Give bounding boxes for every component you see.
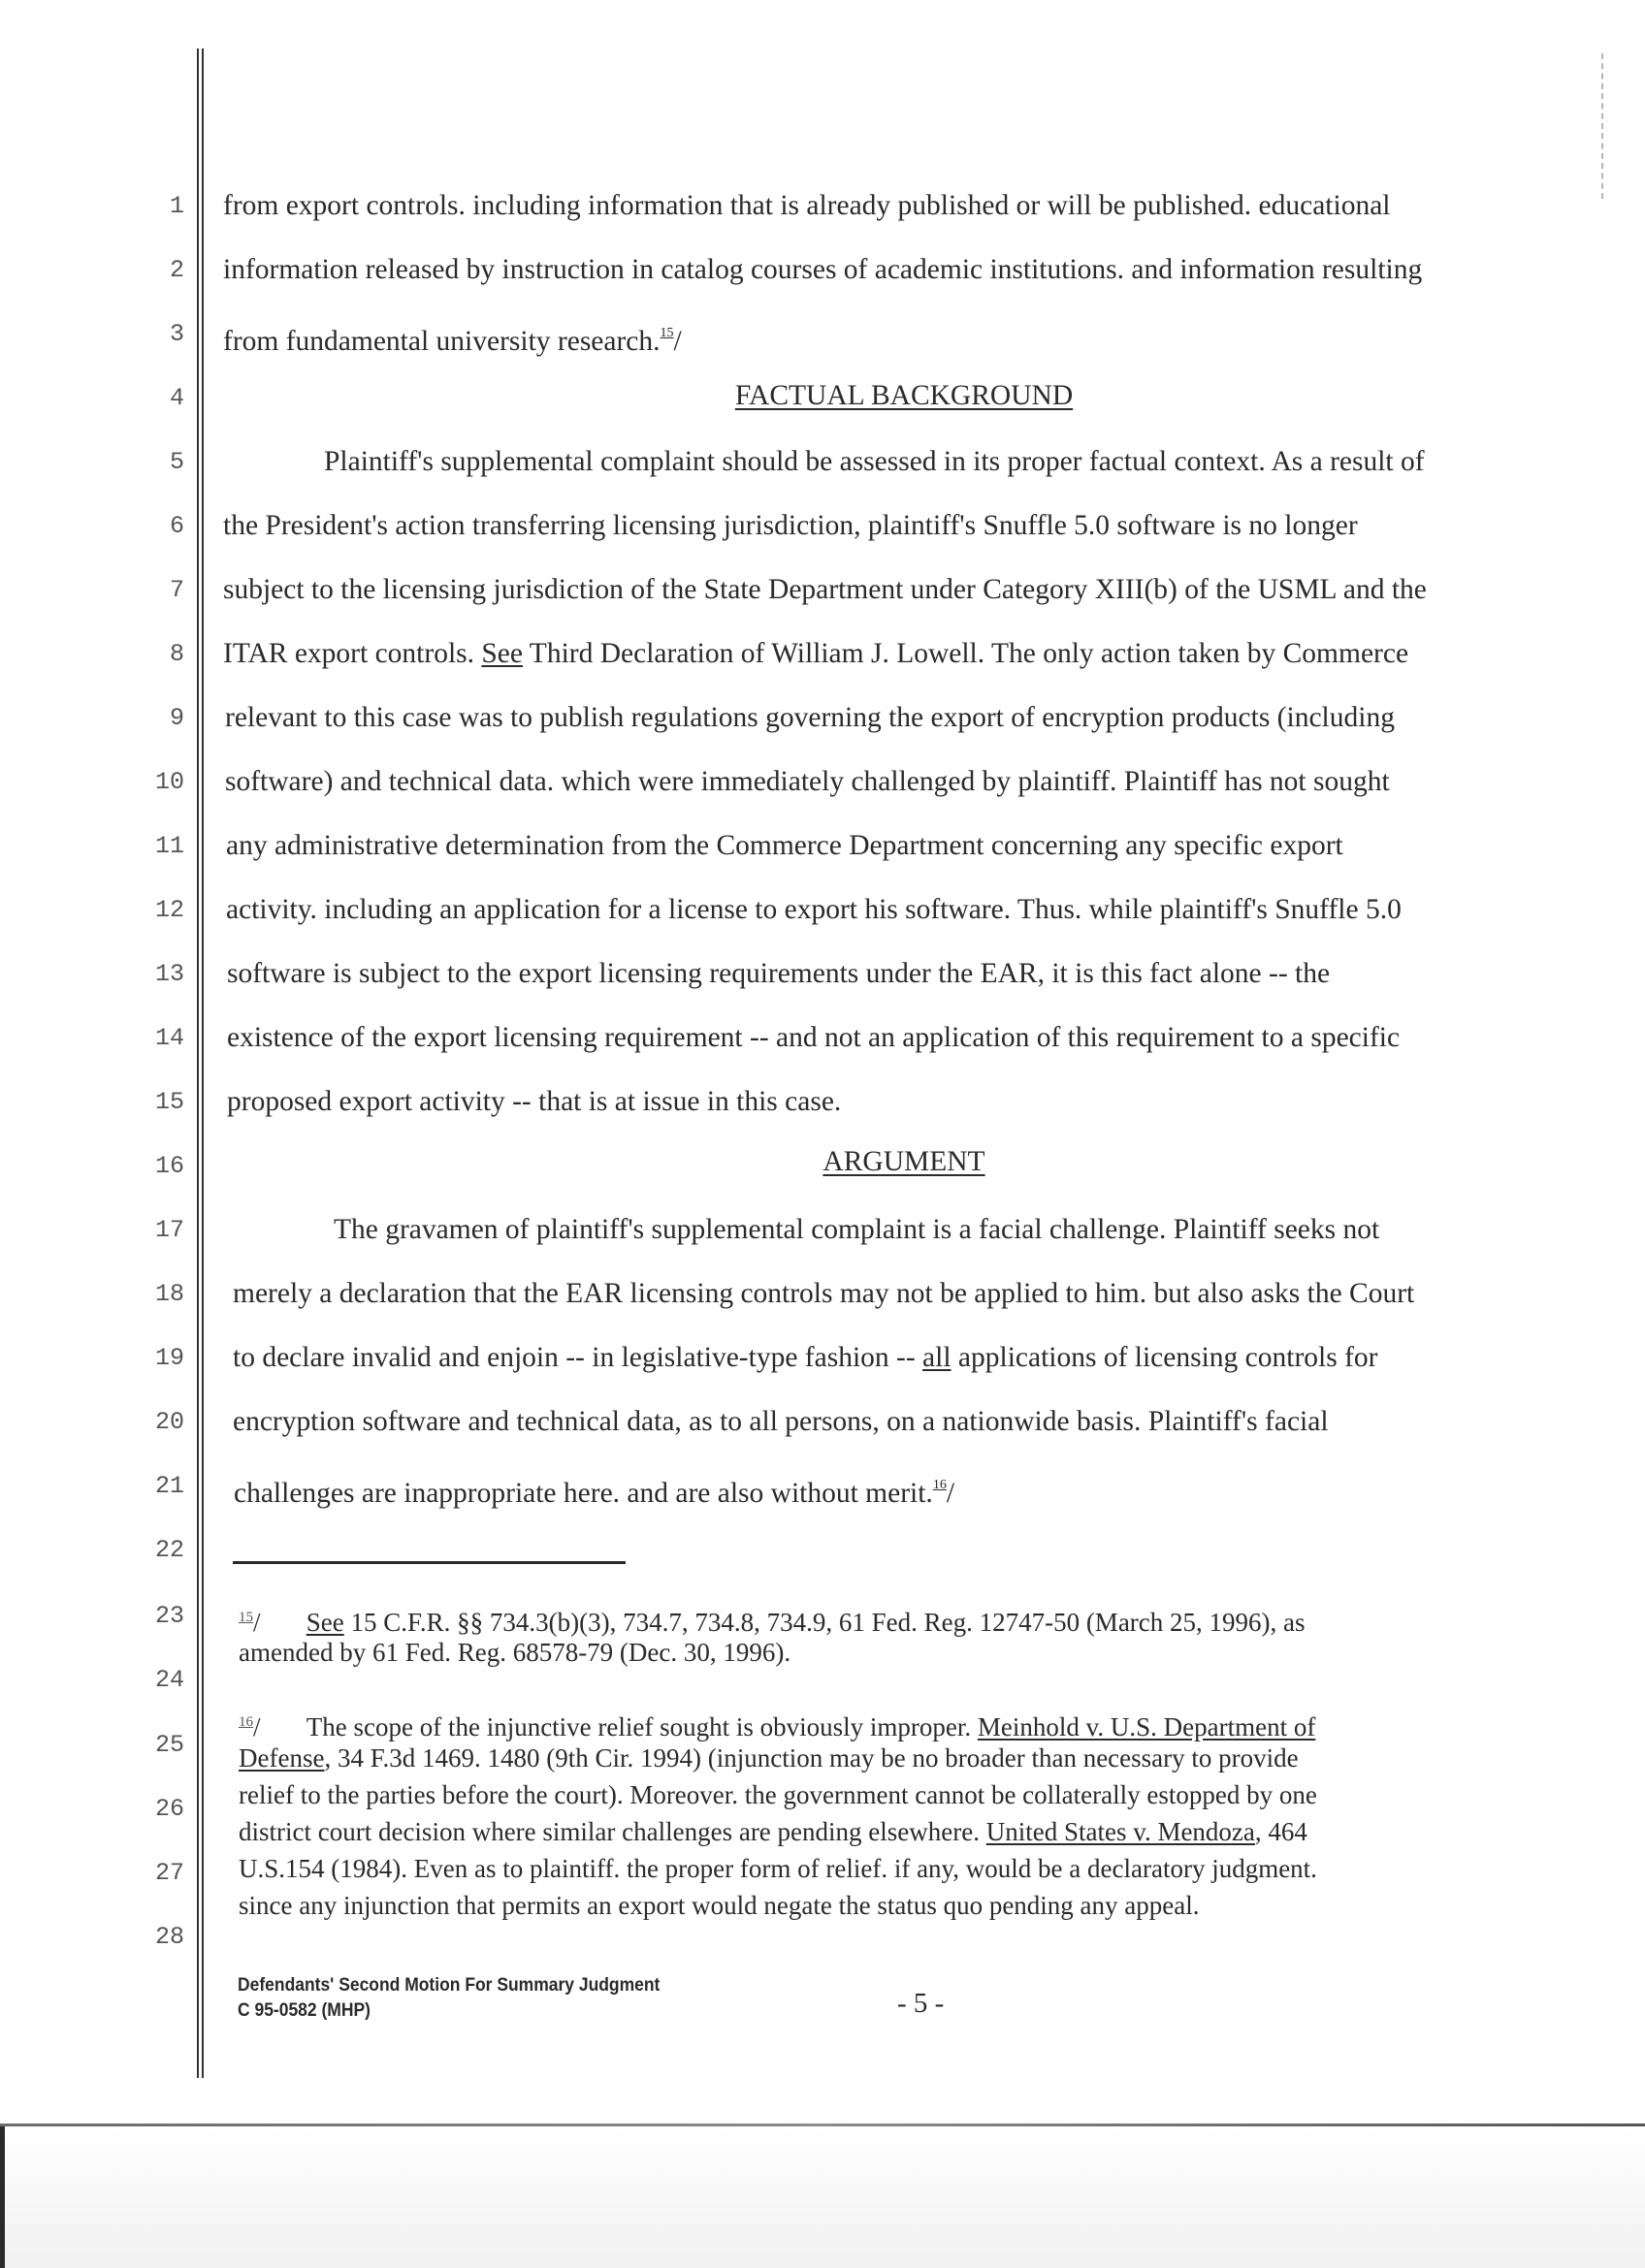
emphasis-all: all (922, 1342, 952, 1373)
fnmark-slash: / (253, 1712, 306, 1741)
body-line-15: proposed export activity -- that is at issue in this case. (227, 1086, 842, 1117)
line-number: 19 (154, 1344, 184, 1372)
body-text: Third Declaration of William J. Lowell. The only action taken by Commerce (522, 638, 1409, 669)
line-number: 7 (169, 576, 184, 604)
line-number: 23 (154, 1602, 184, 1630)
footnote-text: , 464 (1254, 1817, 1307, 1846)
body-line-12: activity. including an application for a license to export his software. Thus. while plaintiff's Snuffle 5.0 (226, 894, 1402, 925)
footer-case-number: C 95-0582 (MHP) (238, 2000, 371, 2021)
body-text: challenges are inappropriate here. and are also without merit. (234, 1478, 933, 1509)
body-text: applications of licensing controls for (951, 1342, 1378, 1373)
fnref-slash: / (673, 326, 682, 357)
body-line-3 (223, 316, 682, 359)
footnote-16-line-5: U.S.154 (1984). Even as to plaintiff. the proper form of relief. if any, would be a declaratory judgment. (239, 1854, 1317, 1883)
fnref-slash: / (946, 1478, 955, 1509)
line-number: 26 (154, 1795, 184, 1823)
fnmark-slash: / (253, 1608, 306, 1637)
footnote-text: , 34 F.3d 1469. 1480 (9th Cir. 1994) (injunction may be no broader than necessary to provide (324, 1743, 1299, 1773)
footnote-ref-15[interactable]: 15 (660, 326, 674, 340)
signal-see: See (481, 638, 523, 669)
footnote-16-line-6: since any injunction that permits an export would negate the status quo pending any appeal. (239, 1891, 1200, 1920)
body-line-14: existence of the export licensing requirement -- and not an application of this requirement to a specific (227, 1022, 1401, 1053)
case-citation-meinhold-cont: Defense (239, 1743, 325, 1773)
signal-see: See (306, 1608, 344, 1637)
footnote-16-line-3: relief to the parties before the court). Moreover. the government cannot be collaterally estopped by one (239, 1780, 1317, 1809)
line-number: 9 (169, 704, 184, 732)
line-number: 25 (154, 1731, 184, 1759)
line-number: 18 (154, 1280, 184, 1308)
line-number: 20 (154, 1408, 184, 1436)
line-number: 2 (169, 256, 184, 284)
line-number: 22 (154, 1536, 184, 1564)
body-line-10: software) and technical data. which were immediately challenged by plaintiff. Plaintiff has not sought (225, 766, 1390, 797)
footnote-ref-16[interactable]: 16 (932, 1478, 947, 1492)
left-margin-rule (197, 48, 199, 2078)
line-number: 17 (154, 1216, 184, 1244)
footnote-text: district court decision where similar challenges are pending elsewhere. (239, 1817, 986, 1846)
scan-artifact-mark (1601, 53, 1603, 199)
body-line-5: Plaintiff's supplemental complaint should be assessed in its proper factual context. As a result of (324, 446, 1425, 477)
line-number: 16 (154, 1152, 184, 1180)
footnote-15-line-2: amended by 61 Fed. Reg. 68578-79 (Dec. 30, 1996). (239, 1638, 791, 1667)
footnote-text: 15 C.F.R. §§ 734.3(b)(3), 734.7, 734.8, 734.9, 61 Fed. Reg. 12747-50 (March 25, 1996), as (343, 1608, 1306, 1637)
body-line-1: from export controls. including information that is already published or will be published. educational (223, 190, 1391, 221)
line-number: 27 (154, 1859, 184, 1887)
line-number: 24 (154, 1666, 184, 1694)
scanner-shadow (0, 2126, 5, 2268)
body-text: to declare invalid and enjoin -- in legislative-type fashion -- (233, 1342, 923, 1373)
page-number: - 5 - (897, 1988, 945, 2019)
footnote-16-line-4 (239, 1816, 1307, 1847)
body-line-2: information released by instruction in catalog courses of academic institutions. and information resulting (223, 254, 1423, 285)
footer-document-title: Defendants' Second Motion For Summary Judgment (238, 1975, 661, 1996)
body-text: ITAR export controls. (223, 638, 482, 669)
body-line-20: encryption software and technical data, as to all persons, on a nationwide basis. Plaintiff's facial (233, 1406, 1329, 1437)
line-number: 15 (154, 1088, 184, 1116)
body-line-13: software is subject to the export licensing requirements under the EAR, it is this fact alone -- the (227, 958, 1331, 989)
section-heading-factual-background: FACTUAL BACKGROUND (734, 380, 1074, 411)
line-number: 4 (169, 384, 184, 412)
body-text: from fundamental university research. (223, 326, 661, 357)
body-line-7: subject to the licensing jurisdiction of the State Department under Category XIII(b) of the USML and the (223, 574, 1427, 605)
section-heading-argument: ARGUMENT (822, 1146, 985, 1177)
footnote-separator (233, 1561, 626, 1564)
line-number: 5 (169, 448, 184, 476)
line-number: 12 (154, 896, 184, 924)
case-citation-mendoza: United States v. Mendoza (985, 1817, 1255, 1846)
line-number: 28 (154, 1923, 184, 1951)
case-citation-meinhold: Meinhold v. U.S. Department of (977, 1712, 1316, 1741)
line-number: 8 (169, 640, 184, 668)
line-number: 3 (169, 320, 184, 348)
line-number: 11 (154, 832, 184, 860)
footnote-16-line-2 (239, 1742, 1299, 1773)
footnote-marker-15: 15 (239, 1610, 253, 1625)
body-line-8 (223, 636, 1408, 671)
left-margin-rule-inner (202, 48, 204, 2078)
footnote-15-line-1 (239, 1602, 1306, 1638)
footnote-marker-16: 16 (239, 1714, 253, 1730)
body-line-9: relevant to this case was to publish regulations governing the export of encryption products (including (225, 702, 1395, 733)
body-line-11: any administrative determination from the Commerce Department concerning any specific export (226, 830, 1343, 861)
line-number: 21 (154, 1472, 184, 1500)
line-number: 14 (154, 1024, 184, 1052)
body-line-18: merely a declaration that the EAR licensing controls may not be applied to him. but also asks the Court (233, 1278, 1415, 1309)
body-line-17: The gravamen of plaintiff's supplemental complaint is a facial challenge. Plaintiff seeks not (334, 1214, 1380, 1245)
line-number: 1 (169, 192, 184, 220)
line-number: 6 (169, 512, 184, 540)
scanner-background (0, 2126, 1645, 2268)
body-line-6: the President's action transferring licensing jurisdiction, plaintiff's Snuffle 5.0 software is no longer (223, 510, 1358, 541)
footnote-16-line-1 (239, 1707, 1315, 1742)
line-number: 13 (154, 960, 184, 988)
body-line-21 (234, 1468, 954, 1511)
line-number: 10 (154, 768, 184, 796)
footnote-text: The scope of the injunctive relief sought is obviously improper. (306, 1712, 978, 1741)
body-line-19 (233, 1340, 1377, 1375)
